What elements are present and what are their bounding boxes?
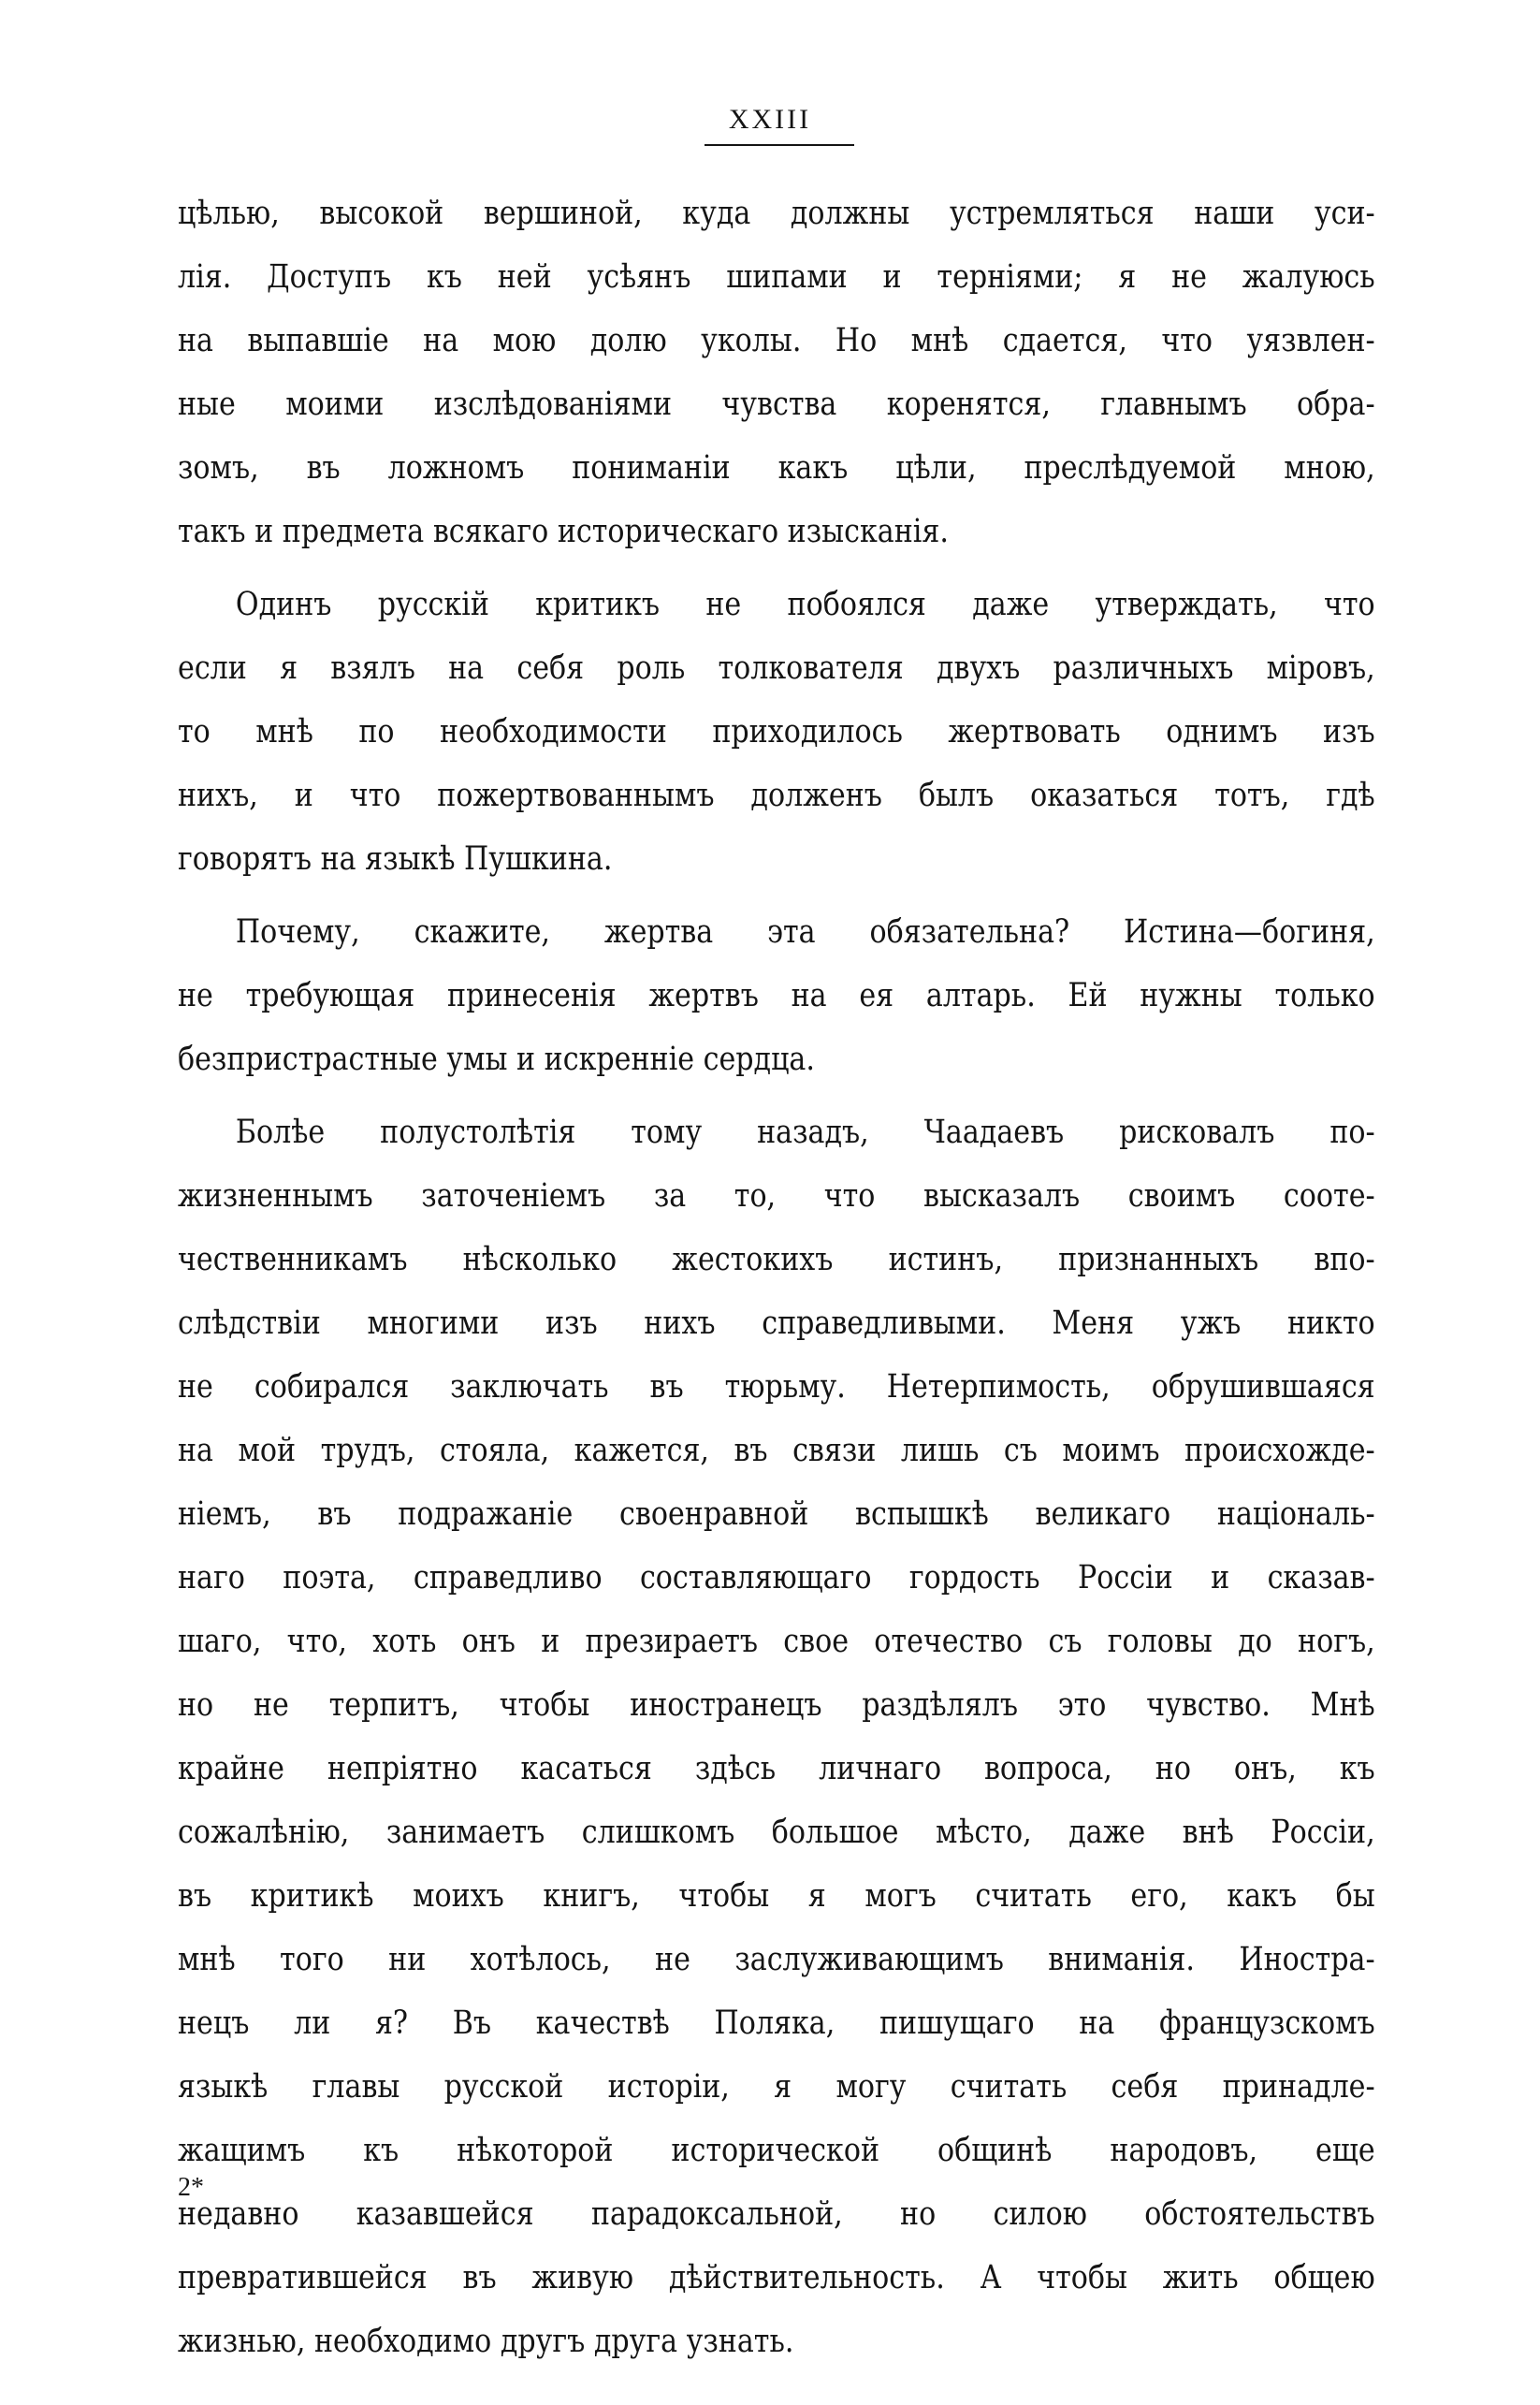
text-line: сожалѣнію, занимаетъ слишкомъ большое мѣсто, даже внѣ Россіи, bbox=[178, 1814, 1375, 1851]
text-line: цѣлью, высокой вершиной, куда должны устремляться наши уси- bbox=[178, 195, 1375, 232]
text-line: не собирался заключать въ тюрьму. Нетерпимость, обрушившаяся bbox=[178, 1368, 1375, 1406]
text-line: зомъ, въ ложномъ пониманіи какъ цѣли, преслѣдуемой мною, bbox=[178, 449, 1375, 487]
text-line: жизнью, необходимо другъ друга узнать. bbox=[178, 2323, 794, 2360]
text-line: чественникамъ нѣсколько жестокихъ истинъ, признанныхъ впо- bbox=[178, 1241, 1375, 1278]
text-line: Болѣе полустолѣтія тому назадъ, Чаадаевъ рисковалъ по- bbox=[235, 1114, 1375, 1151]
paragraph bbox=[178, 182, 1375, 563]
text-line: нихъ, и что пожертвованнымъ долженъ былъ оказаться тотъ, гдѣ bbox=[178, 777, 1375, 814]
text-line: жизненнымъ заточеніемъ за то, что высказалъ своимъ соотe- bbox=[178, 1177, 1375, 1215]
header-rule bbox=[705, 144, 854, 146]
text-line: крайне непріятно касаться здѣсь личнаго вопроса, но онъ, къ bbox=[178, 1750, 1375, 1787]
text-line: лія. Доступъ къ ней усѣянъ шипами и терніями; я не жалуюсь bbox=[178, 258, 1375, 296]
text-line: если я взялъ на себя роль толкователя двухъ различныхъ міровъ, bbox=[178, 649, 1375, 687]
text-line: такъ и предмета всякаго историческаго изысканія. bbox=[178, 513, 949, 550]
text-line: Одинъ русскій критикъ не побоялся даже утверждать, что bbox=[235, 586, 1375, 623]
paragraph bbox=[178, 573, 1375, 891]
text-line: языкѣ главы русской исторіи, я могу считать себя принадле- bbox=[178, 2068, 1375, 2106]
text-line: говорятъ на языкѣ Пушкина. bbox=[178, 840, 613, 878]
text-line: наго поэта, справедливо составляющаго гордость Россіи и сказав- bbox=[178, 1559, 1375, 1596]
text-line: слѣдствіи многими изъ нихъ справедливыми. Меня ужъ никто bbox=[178, 1305, 1375, 1342]
text-line: не требующая принесенія жертвъ на ея алтарь. Ей нужны только bbox=[178, 977, 1375, 1014]
text-line: на выпавшіе на мою долю уколы. Но мнѣ сдается, что уязвлен- bbox=[178, 322, 1375, 359]
signature-mark: 2* bbox=[178, 2173, 204, 2202]
paragraph bbox=[178, 900, 1375, 1091]
text-line: безпристрастные умы и искренніе сердца. bbox=[178, 1041, 815, 1078]
body-text bbox=[178, 182, 1375, 2373]
text-line: мнѣ того ни хотѣлось, не заслуживающимъ вниманія. Иностра- bbox=[178, 1941, 1375, 1978]
text-line: ніемъ, въ подражаніе своенравной вспышкѣ великаго національ- bbox=[178, 1495, 1375, 1533]
text-line: нецъ ли я? Въ качествѣ Поляка, пишущаго на французскомъ bbox=[178, 2004, 1375, 2042]
text-line: въ критикѣ моихъ книгъ, чтобы я могъ считать его, какъ бы bbox=[178, 1877, 1375, 1915]
text-line: Почему, скажите, жертва эта обязательна? Истина—богиня, bbox=[235, 913, 1375, 951]
text-line: превратившейся въ живую дѣйствительность. А чтобы жить общею bbox=[178, 2259, 1375, 2296]
text-line: шаго, что, хоть онъ и презираетъ свое отечество съ головы до ногъ, bbox=[178, 1623, 1375, 1660]
text-line: ные моими изслѣдованіями чувства коренятся, главнымъ обра- bbox=[178, 386, 1375, 423]
text-line: жащимъ къ нѣкоторой исторической общинѣ народовъ, еще bbox=[178, 2132, 1375, 2169]
text-line: на мой трудъ, стояла, кажется, въ связи лишь съ моимъ происхожде- bbox=[178, 1432, 1375, 1469]
paragraph bbox=[178, 1100, 1375, 2373]
text-line: то мнѣ по необходимости приходилось жертвовать однимъ изъ bbox=[178, 713, 1375, 751]
text-line: но не терпитъ, чтобы иностранецъ раздѣлялъ это чувство. Мнѣ bbox=[178, 1686, 1375, 1724]
page-number-roman: XXIII bbox=[728, 104, 812, 135]
text-line: недавно казавшейся парадоксальной, но силою обстоятельствъ bbox=[178, 2195, 1375, 2233]
